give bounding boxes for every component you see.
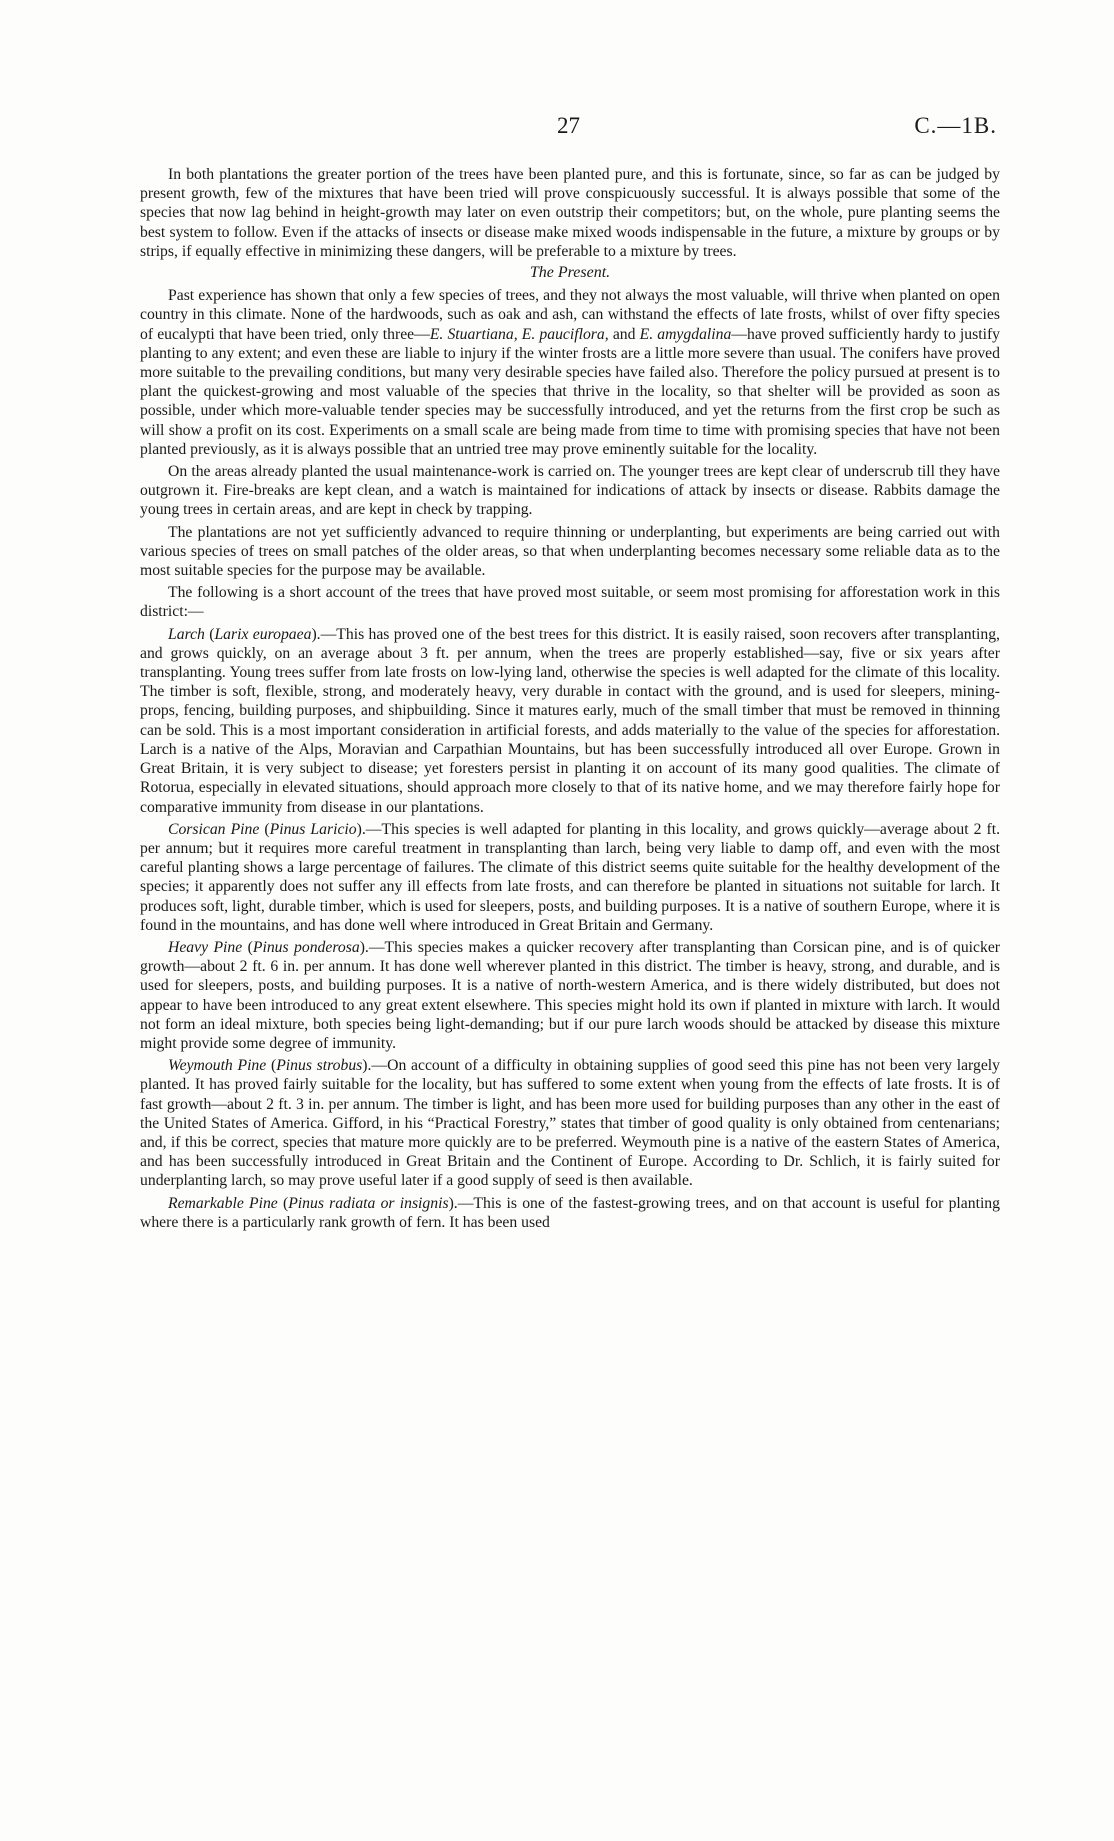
tree-name: Corsican Pine: [168, 820, 260, 838]
paragraph-text: —have proved sufficiently hardy to justify planting to any extent; and even these are liable to injury if the winter frosts are a little more severe than usual. The conifers have proved more suitable to the prevailing conditions, but many very desirable species have failed also. Therefore the policy pursued at present is to plant the quickest-growing and most valuable of the species that thrive in the locality, so that shelter will be provided as soon as possible, under which more-valuable tender species may be successfully introduced, and yet the returns from the first crop be such as will show a profit on its cost. Experiments on a small scale are being made from time to time with promising species that have not been planted previously, as it is always possible that an untried tree may prove eminently suitable for the locality.: [140, 325, 1001, 458]
paragraph-corsican-pine: Corsican Pine (Pinus Laricio).—This species is well adapted for planting in this locality, and grows quickly—average about 2 ft. per annum; but it requires more careful treatment in transplanting than larch, being very liable to damp off, and even with the most careful planting shows a large percentage of failures. The climate of this district seems quite suitable for the healthy development of the species; it apparently does not suffer any ill effects from late frosts, and can therefore be planted in situations not suitable for larch. It produces soft, light, durable timber, which is used for sleepers, posts, and building purposes. It is a native of southern Europe, where it is found in the mountains, and has done well where introduced in Great Britain and Germany.: [140, 820, 1001, 934]
tree-name: Larch: [168, 625, 205, 643]
page-header: [140, 113, 997, 143]
paragraph-text: This has proved one of the best trees for this district. It is easily raised, soon recovers after transplanting, and grows quickly, on an average about 3 ft. per annum, when the trees are properly established—say, five or six years after transplanting. Young trees suffer from late frosts on low-lying land, otherwise the species is well adapted for the climate of this locality. The timber is soft, flexible, strong, and moderately heavy, very durable in contact with the ground, and is used for sleepers, mining-props, fencing, building purposes, and shipbuilding. Since it matures early, much of the small timber that must be removed in thinning can be sold. This is a most important consideration in artificial forests, and adds materially to the value of the species for afforestation. Larch is a native of the Alps, Moravian and Carpathian Mountains, but has been successfully introduced all over Europe. Grown in Great Britain, it is very subject to disease; yet foresters persist in planting it on account of its many good qualities. The climate of Rotorua, especially in elevated situations, should approach more closely to that of its native home, and we may therefore fairly hope for comparative immunity from disease in our plantations.: [140, 625, 1000, 816]
tree-name: Heavy Pine: [168, 938, 243, 956]
paragraph-heavy-pine: Heavy Pine (Pinus ponderosa).—This species makes a quicker recovery after transplanting than Corsican pine, and is of quicker growth—about 2 ft. 6 in. per annum. It has done well wherever planted in this district. The timber is heavy, strong, and durable, and is used for sleepers, posts, and building purposes. It is a native of north-western America, and is there widely distributed, but does not appear to have been introduced to any great extent elsewhere. This species might hold its own if planted in mixture with larch. It would not form an ideal mixture, both species being light-demanding; but if our pure larch woods should be attacked by disease this mixture might provide some degree of immunity.: [140, 938, 1001, 1052]
paragraph-following: The following is a short account of the trees that have proved most suitable, or seem most promising for afforestation work in this district:—: [140, 584, 1000, 621]
species-name: E. amygdalina: [639, 325, 732, 343]
tree-name: Weymouth Pine: [168, 1057, 267, 1075]
paragraph-text: On account of a difficulty in obtaining supplies of good seed this pine has not been very largely planted. It has proved fairly suitable for the locality, but has suffered to some extent when young from the effects of late frosts. It is of fast growth—about 2 ft. 3 in. per annum. The timber is light, and has been more used for building purposes than any other in the east of the United States of America. Gifford, in his “Practical Forestry,” states that timber of good quality is only obtained from centenarians; and, if this be correct, species that mature more quickly are to be preferred. Weymouth pine is a native of the eastern States of America, and has been successfully introduced in Great Britain and the Continent of Europe. According to Dr. Schlich, it is fairly suited for underplanting larch, so may prove useful later if a good supply of seed is then available.: [140, 1057, 1000, 1190]
paragraph-thinning: The plantations are not yet sufficiently advanced to require thinning or underplanting, but experiments are being carried out with various species of trees on small patches of the older areas, so that when underplanting becomes necessary some reliable data as to the most suitable species for the purpose may be available.: [140, 523, 1000, 580]
section-heading-present: The Present.: [529, 264, 611, 282]
latin-name: Pinus radiata or insignis: [288, 1194, 449, 1212]
body-text: [140, 165, 1000, 1232]
paragraph-text: This species makes a quicker recovery after transplanting than Corsican pine, and is of quicker growth—about 2 ft. 6 in. per annum. It has done well wherever planted in this district. The timber is heavy, strong, and durable, and is used for sleepers, posts, and building purposes. It is a native of north-western America, and is there widely distributed, but does not appear to have been introduced to any great extent elsewhere. This species might hold its own if planted in mixture with larch. It would not form an ideal mixture, both species being light-demanding; but if our pure larch woods should be attacked by disease this mixture might provide some degree of immunity.: [140, 938, 1001, 1052]
latin-name: Pinus strobus: [276, 1057, 363, 1075]
document-reference: C.—1B.: [914, 113, 997, 138]
paragraph-text: and: [608, 325, 640, 343]
paragraph-remarkable-pine: Remarkable Pine (Pinus radiata or insignis).—This is one of the fastest-growing trees, and on that account is useful for planting where there is a particularly rank growth of fern. It has been used: [140, 1194, 1000, 1231]
paragraph-maintenance: On the areas already planted the usual maintenance-work is carried on. The younger trees are kept clear of underscrub till they have outgrown it. Fire-breaks are kept clean, and a watch is maintained for indications of attack by insects or disease. Rabbits damage the young trees in certain areas, and are kept in check by trapping.: [140, 463, 1000, 519]
paragraph-weymouth-pine: Weymouth Pine (Pinus strobus).—On account of a difficulty in obtaining supplies of good seed this pine has not been very largely planted. It has proved fairly suitable for the locality, but has suffered to some extent when young from the effects of late frosts. It is of fast growth—about 2 ft. 3 in. per annum. The timber is light, and has been more used for building purposes than any other in the east of the United States of America. Gifford, in his “Practical Forestry,” states that timber of good quality is only obtained from centenarians; and, if this be correct, species that mature more quickly are to be preferred. Weymouth pine is a native of the eastern States of America, and has been successfully introduced in Great Britain and the Continent of Europe. According to Dr. Schlich, it is fairly suited for underplanting larch, so may prove useful later if a good supply of seed is then available.: [140, 1057, 1000, 1190]
latin-name: Pinus Laricio: [269, 820, 357, 838]
species-name: E. Stuartiana, E. pauciflora,: [429, 325, 609, 343]
page-number: 27: [557, 113, 580, 138]
latin-name: Larix europaea: [214, 625, 312, 643]
tree-name: Remarkable Pine: [168, 1194, 278, 1212]
paragraph-mixtures: In both plantations the greater portion of the trees have been planted pure, and this is fortunate, since, so far as can be judged by present growth, few of the mixtures that have been tried will prove conspicuously successful. It is always possible that some of the species that now lag behind in height-growth may later on even outstrip their competitors; but, on the whole, pure planting seems the best system to follow. Even if the attacks of insects or disease make mixed woods indispensable in the future, a mixture by groups or by strips, if equally effective in minimizing these dangers, will be preferable to a mixture by trees.: [140, 166, 1000, 260]
paragraph-larch: Larch (Larix europaea).—This has proved one of the best trees for this district. It is easily raised, soon recovers after transplanting, and grows quickly, on an average about 3 ft. per annum, when the trees are properly established—say, five or six years after transplanting. Young trees suffer from late frosts on low-lying land, otherwise the species is well adapted for the climate of this locality. The timber is soft, flexible, strong, and moderately heavy, very durable in contact with the ground, and is used for sleepers, mining-props, fencing, building purposes, and shipbuilding. Since it matures early, much of the small timber that must be removed in thinning can be sold. This is a most important consideration in artificial forests, and adds materially to the value of the species for afforestation. Larch is a native of the Alps, Moravian and Carpathian Mountains, but has been successfully introduced all over Europe. Grown in Great Britain, it is very subject to disease; yet foresters persist in planting it on account of its many good qualities. The climate of Rotorua, especially in elevated situations, should approach more closely to that of its native home, and we may therefore fairly hope for comparative immunity from disease in our plantations.: [140, 625, 1000, 816]
latin-name: Pinus ponderosa: [252, 938, 360, 956]
paragraph-text: This is one of the fastest-growing trees, and on that account is useful for planting where there is a particularly rank growth of fern. It has been used: [140, 1194, 1000, 1231]
paragraph-past-experience: [140, 286, 1000, 459]
paragraph-text: This species is well adapted for planting in this locality, and grows quickly—average about 2 ft. per annum; but it requires more careful treatment in transplanting than larch, being very liable to damp off, and even with the most careful planting shows a large percentage of failures. The climate of this district seems quite suitable for the healthy development of the species; it apparently does not suffer any ill effects from late frosts, and can therefore be planted in situations not suitable for larch. It produces soft, light, durable timber, which is used for sleepers, posts, and building purposes. It is a native of southern Europe, where it is found in the mountains, and has done well where introduced in Great Britain and Germany.: [140, 820, 1001, 934]
paragraph-text: Past experience has shown that only a few species of trees, and they not always the most valuable, will thrive when planted on open country in this climate. None of the hardwoods, such as oak and ash, can withstand the effects of late frosts, whilst of over fifty species of eucalypti that have been tried, only three—: [140, 287, 1000, 343]
